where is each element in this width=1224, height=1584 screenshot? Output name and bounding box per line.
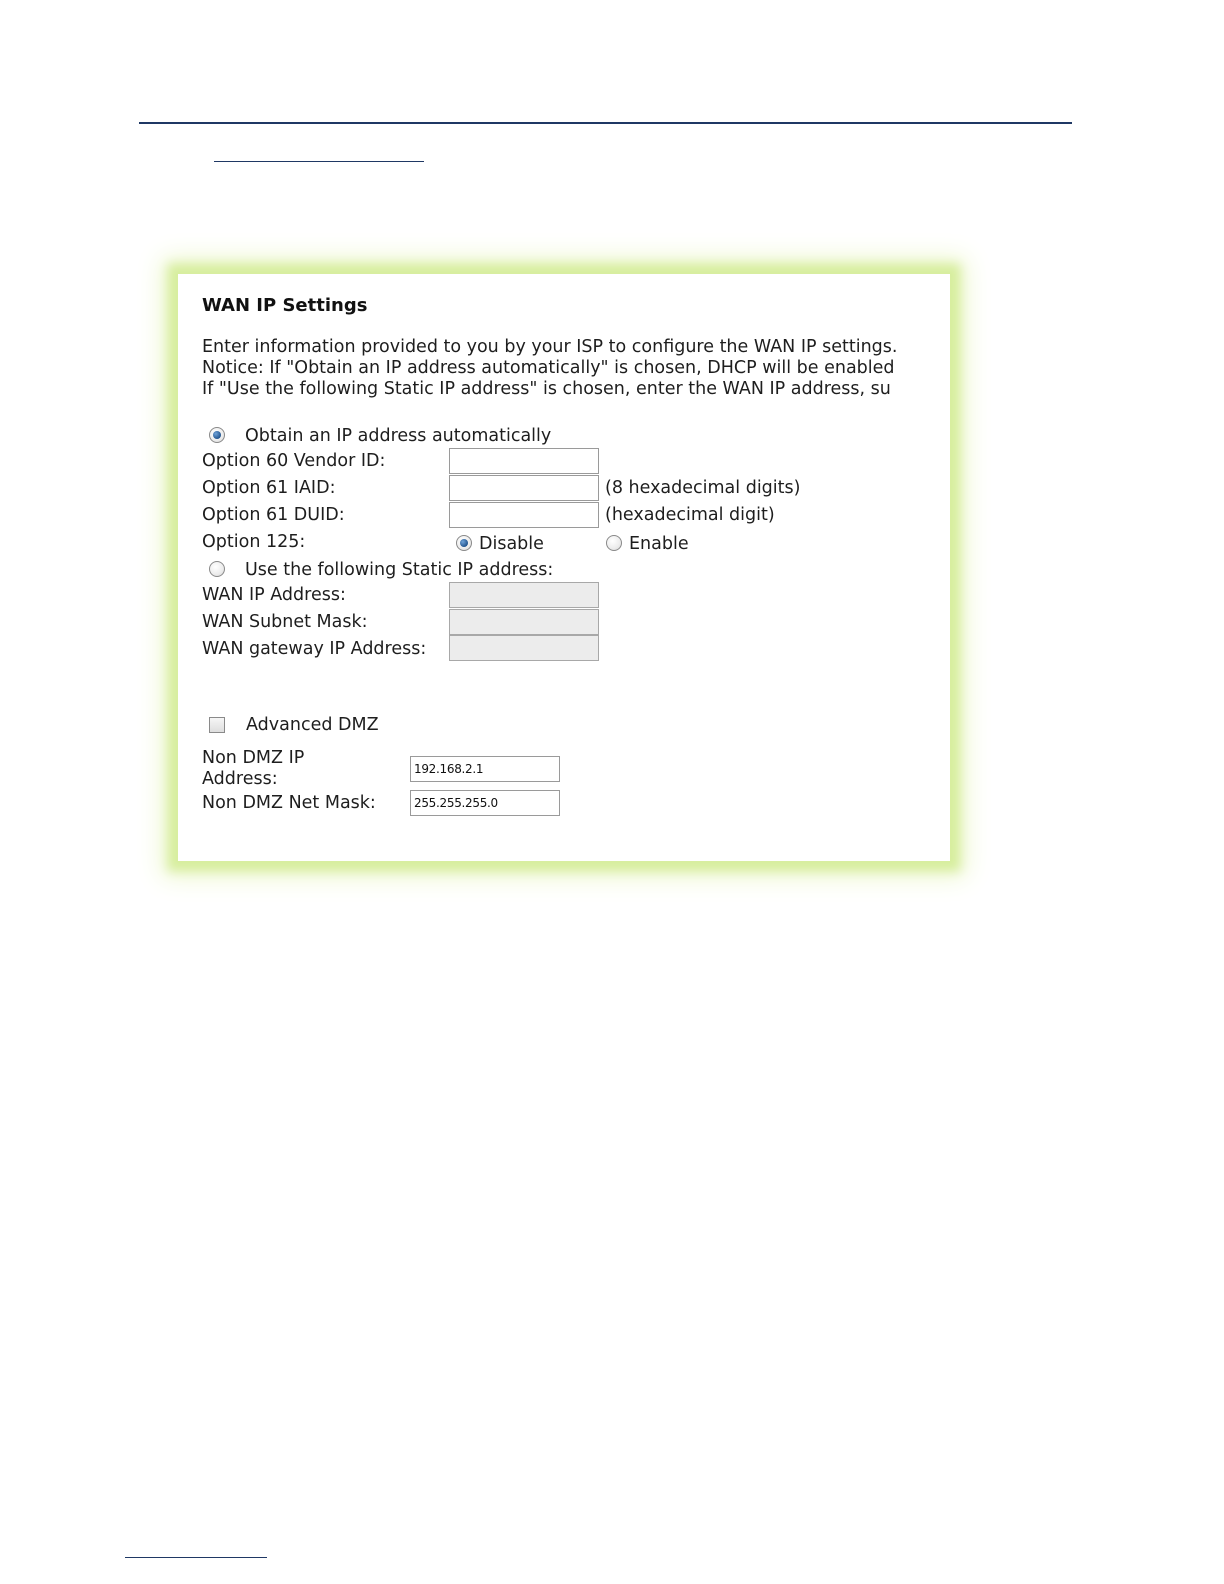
- option125-enable-radio[interactable]: [606, 535, 622, 551]
- wan-subnet-label: WAN Subnet Mask:: [202, 612, 368, 632]
- non-dmz-net-mask-input[interactable]: [410, 790, 560, 816]
- description-line: Notice: If "Obtain an IP address automatically" is chosen, DHCP will be enabled: [202, 358, 895, 378]
- wan-ip-input[interactable]: [449, 582, 599, 608]
- option61-duid-input[interactable]: [449, 502, 599, 528]
- use-static-ip-radio[interactable]: [209, 561, 225, 577]
- description-line: Enter information provided to you by your ISP to configure the WAN IP settings.: [202, 337, 898, 357]
- non-dmz-ip-label: [202, 748, 304, 790]
- footer-rule: [125, 1557, 267, 1558]
- option125-label: Option 125:: [202, 532, 306, 552]
- description-line: If "Use the following Static IP address" is chosen, enter the WAN IP address, su: [202, 379, 891, 399]
- header-rule: [139, 122, 1072, 124]
- option60-vendor-id-input[interactable]: [449, 448, 599, 474]
- option125-disable-label: Disable: [479, 534, 544, 554]
- non-dmz-ip-label-line2: Address:: [202, 769, 278, 789]
- section-heading-underline: [214, 161, 424, 162]
- advanced-dmz-label: Advanced DMZ: [246, 715, 379, 735]
- wan-ip-settings-panel: [178, 274, 950, 861]
- option61-duid-label: Option 61 DUID:: [202, 505, 345, 525]
- advanced-dmz-checkbox[interactable]: [209, 717, 225, 733]
- non-dmz-ip-label-line1: Non DMZ IP: [202, 748, 305, 768]
- wan-gateway-label: WAN gateway IP Address:: [202, 639, 427, 659]
- option125-disable-radio[interactable]: [456, 535, 472, 551]
- option60-label: Option 60 Vendor ID:: [202, 451, 386, 471]
- non-dmz-mask-label: Non DMZ Net Mask:: [202, 793, 376, 813]
- option61-iaid-hint: (8 hexadecimal digits): [605, 478, 801, 498]
- obtain-ip-radio[interactable]: [209, 427, 225, 443]
- wan-gateway-input[interactable]: [449, 635, 599, 661]
- use-static-ip-label: Use the following Static IP address:: [245, 560, 554, 580]
- option61-iaid-label: Option 61 IAID:: [202, 478, 336, 498]
- option125-enable-label: Enable: [629, 534, 689, 554]
- option61-duid-hint: (hexadecimal digit): [605, 505, 775, 525]
- wan-subnet-mask-input[interactable]: [449, 609, 599, 635]
- panel-title: WAN IP Settings: [202, 295, 368, 316]
- wan-ip-label: WAN IP Address:: [202, 585, 346, 605]
- obtain-ip-label: Obtain an IP address automatically: [245, 426, 552, 446]
- non-dmz-ip-input[interactable]: [410, 756, 560, 782]
- option61-iaid-input[interactable]: [449, 475, 599, 501]
